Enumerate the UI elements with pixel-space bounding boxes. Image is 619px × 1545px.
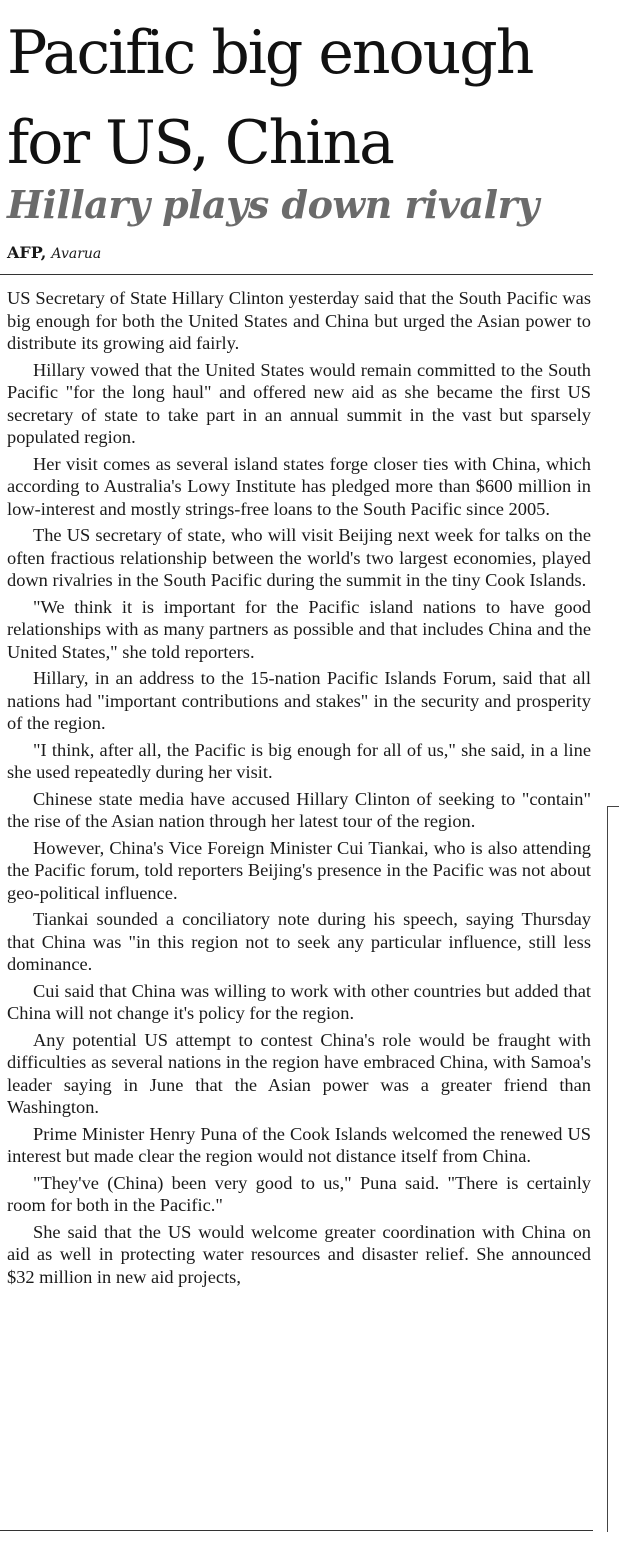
paragraph: "I think, after all, the Pacific is big enough for all of us," she said, in a line she used repeatedly during her visit. <box>7 739 591 782</box>
paragraph: Her visit comes as several island states forge closer ties with China, which according to Australia's Lowy Institute has pledged more than $600 million in low-interest and mostly strings-free loans to the South Pacific since 2005. <box>7 453 591 519</box>
paragraph: Tiankai sounded a conciliatory note during his speech, saying Thursday that China was "in this region not to seek any particular influence, still less dominance. <box>7 909 591 974</box>
adjacent-column-border <box>607 806 619 1532</box>
bottom-divider <box>0 1530 593 1531</box>
paragraph: Any potential US attempt to contest China's role would be fraught with difficulties as several nations in the region have embraced China, with Samoa's leader saying in June that the Asian power was a greater friend than Washington. <box>7 1029 591 1117</box>
paragraph: US Secretary of State Hillary Clinton yesterday said that the South Pacific was big enough for both the United States and China but urged the Asian power to distribute its growing aid fairly. <box>7 288 591 353</box>
paragraph: However, China's Vice Foreign Minister Cui Tiankai, who is also attending the Pacific forum, told reporters Beijing's presence in the Pacific was not about geo-political influence. <box>7 837 591 903</box>
paragraph: Hillary vowed that the United States would remain committed to the South Pacific "for the long haul" and offered new aid as she became the first US secretary of state to take part in an annual summit in the vast but sparsely populated region. <box>7 359 591 447</box>
paragraph: Chinese state media have accused Hillary Clinton of seeking to "contain" the rise of the Asian nation through her latest tour of the region. <box>7 788 591 831</box>
paragraph: "They've (China) been very good to us," Puna said. "There is certainly room for both in the Pacific." <box>7 1172 591 1215</box>
subheadline: Hillary plays down rivalry <box>7 182 539 227</box>
paragraph: Prime Minister Henry Puna of the Cook Islands welcomed the renewed US interest but made clear the region would not distance itself from China. <box>7 1123 591 1166</box>
paragraph: Cui said that China was willing to work with other countries but added that China will not change it's policy for the region. <box>7 980 591 1023</box>
byline <box>7 243 101 264</box>
headline: Pacific big enough for US, China <box>7 18 533 178</box>
top-divider <box>0 274 593 275</box>
byline-place: Avarua <box>51 246 102 262</box>
paragraph: The US secretary of state, who will visit Beijing next week for talks on the often fractious relationship between the world's two largest economies, played down rivalries in the South Pacific during the summit in the tiny Cook Islands. <box>7 525 591 590</box>
article-body <box>7 287 591 1292</box>
paragraph: She said that the US would welcome greater coordination with China on aid as well in protecting water resources and disaster relief. She announced $32 million in new aid projects, <box>7 1221 591 1287</box>
paragraph: Hillary, in an address to the 15-nation Pacific Islands Forum, said that all nations had "important contributions and stakes" in the security and prosperity of the region. <box>7 668 591 733</box>
byline-agency: AFP, <box>7 243 47 262</box>
paragraph: "We think it is important for the Pacific island nations to have good relationships with as many partners as possible and that includes China and the United States," she told reporters. <box>7 596 591 662</box>
